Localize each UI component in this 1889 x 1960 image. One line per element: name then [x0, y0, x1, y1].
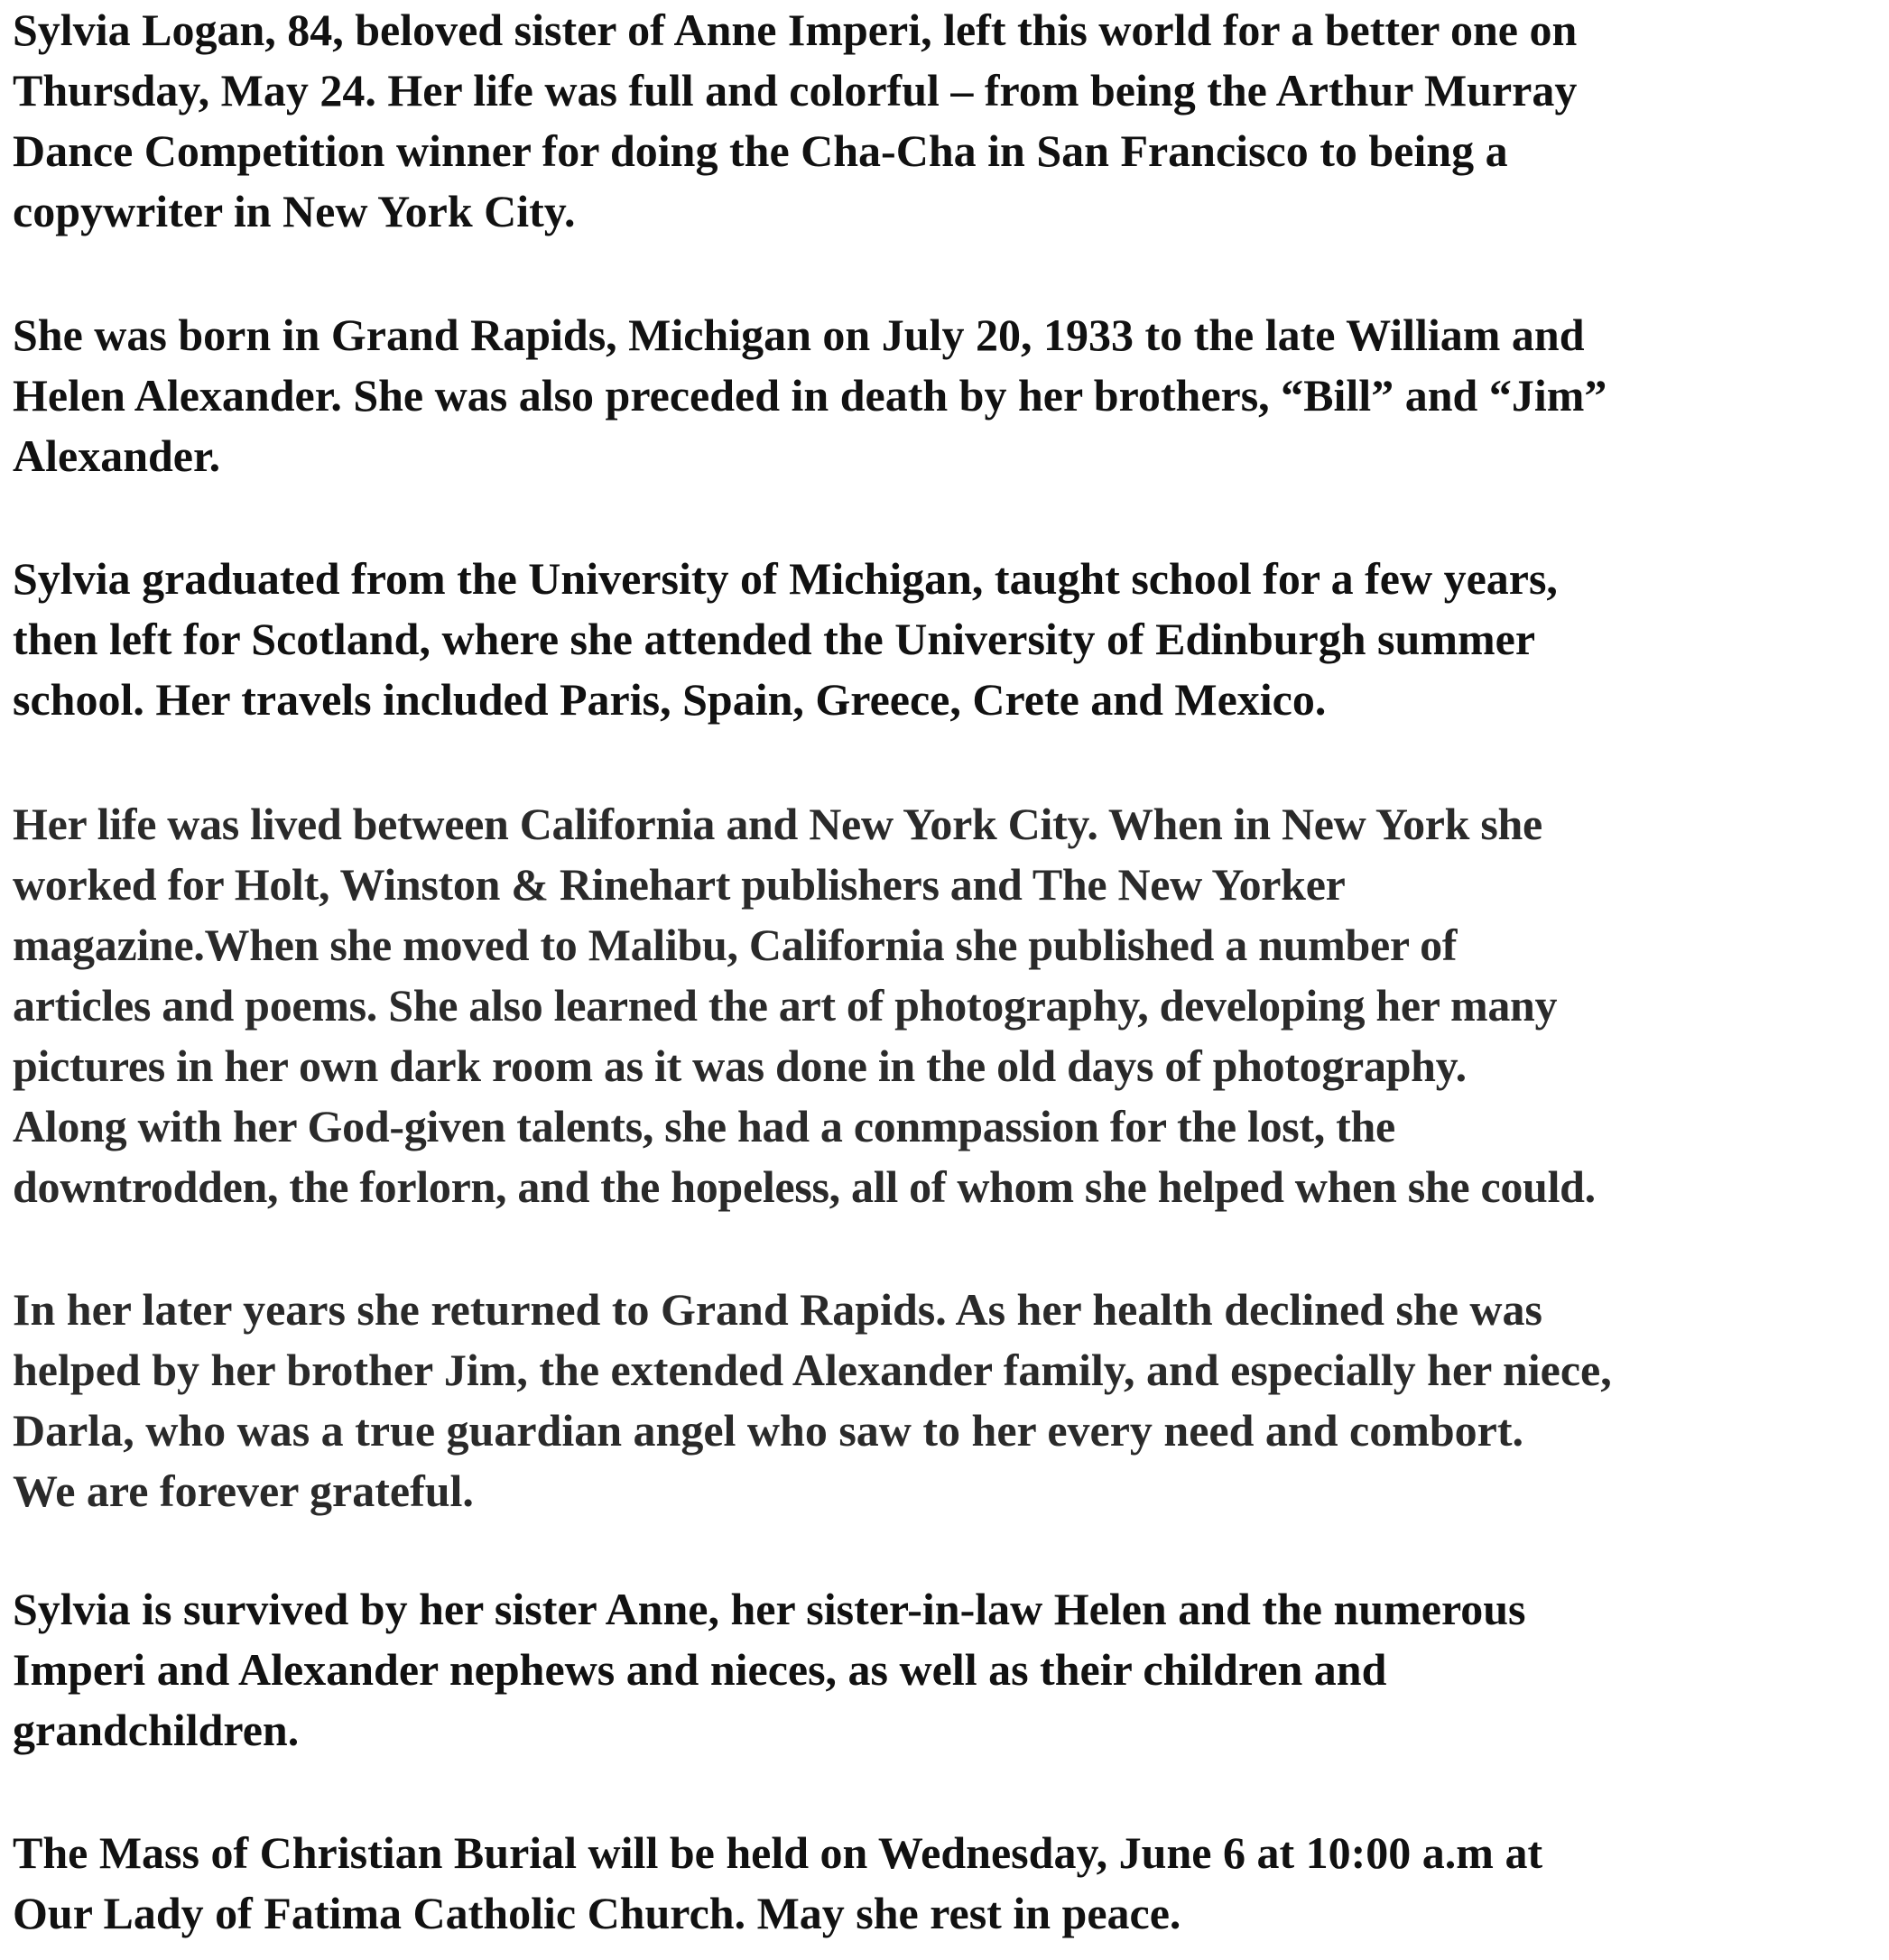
text-line: She was born in Grand Rapids, Michigan on July 20, 1933 to the late William and [13, 310, 1585, 360]
text-line: grandchildren. [13, 1705, 300, 1755]
text-line: Dance Competition winner for doing the Cha-Cha in San Francisco to being a [13, 125, 1508, 176]
paragraph-career [13, 794, 1596, 1217]
text-line: Along with her God-given talents, she had a conmpassion for the lost, the [13, 1101, 1395, 1151]
paragraph-birth [13, 305, 1607, 486]
text-line: Alexander. [13, 430, 221, 481]
text-line: The Mass of Christian Burial will be held on Wednesday, June 6 at 10:00 a.m at [13, 1827, 1543, 1878]
text-line: Her life was lived between California and New York City. When in New York she [13, 799, 1542, 849]
text-line: Darla, who was a true guardian angel who saw to her every need and combort. [13, 1405, 1524, 1456]
text-line: magazine.When she moved to Malibu, California she published a number of [13, 920, 1458, 970]
text-line: downtrodden, the forlorn, and the hopeless, all of whom she helped when she could. [13, 1161, 1596, 1212]
text-line: Imperi and Alexander nephews and nieces, as well as their children and [13, 1644, 1387, 1695]
text-line: school. Her travels included Paris, Spain, Greece, Crete and Mexico. [13, 674, 1327, 725]
text-line: then left for Scotland, where she attended the University of Edinburgh summer [13, 614, 1536, 664]
text-line: copywriter in New York City. [13, 186, 576, 236]
text-line: Our Lady of Fatima Catholic Church. May she rest in peace. [13, 1888, 1181, 1938]
text-line: worked for Holt, Winston & Rinehart publishers and The New Yorker [13, 859, 1346, 910]
text-line: Thursday, May 24. Her life was full and colorful – from being the Arthur Murray [13, 65, 1578, 116]
paragraph-later-years [13, 1280, 1612, 1521]
text-line: pictures in her own dark room as it was done in the old days of photography. [13, 1040, 1467, 1091]
paragraph-service [13, 1823, 1542, 1944]
text-line: helped by her brother Jim, the extended Alexander family, and especially her niece, [13, 1345, 1612, 1395]
text-line: articles and poems. She also learned the art of photography, developing her many [13, 980, 1558, 1031]
text-line: We are forever grateful. [13, 1465, 474, 1516]
text-line: Sylvia Logan, 84, beloved sister of Anne Imperi, left this world for a better one on [13, 5, 1578, 55]
text-line: Sylvia graduated from the University of Michigan, taught school for a few years, [13, 553, 1558, 604]
text-line: Sylvia is survived by her sister Anne, her sister-in-law Helen and the numerous [13, 1584, 1526, 1634]
paragraph-education [13, 549, 1558, 730]
paragraph-introduction [13, 0, 1577, 242]
paragraph-survivors [13, 1579, 1526, 1761]
text-line: Helen Alexander. She was also preceded in death by her brothers, “Bill” and “Jim” [13, 370, 1607, 421]
text-line: In her later years she returned to Grand Rapids. As her health declined she was [13, 1284, 1542, 1335]
